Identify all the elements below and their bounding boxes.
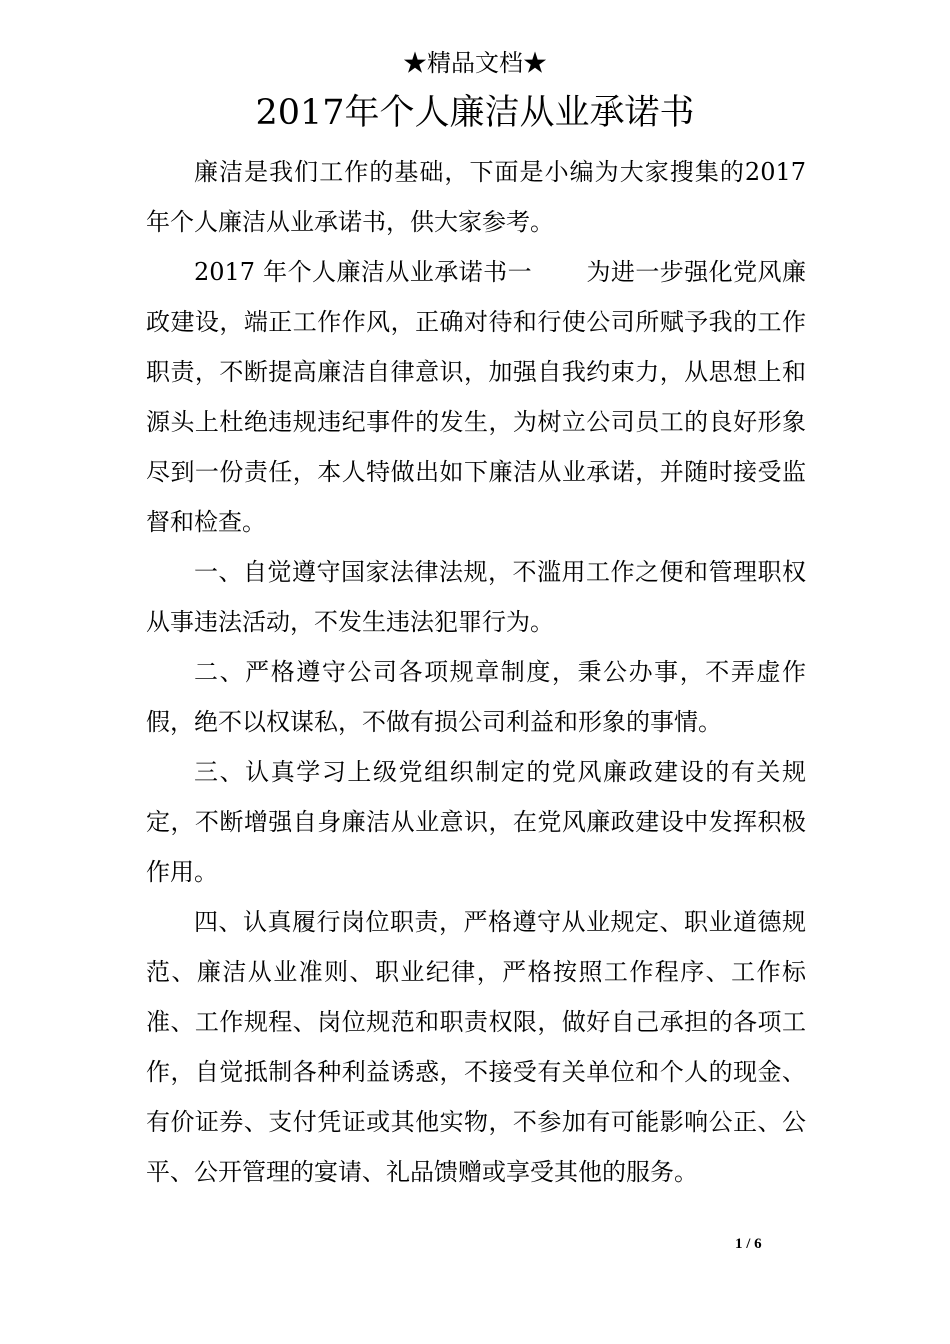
- paragraph-intro: 廉洁是我们工作的基础，下面是小编为大家搜集的2017年个人廉洁从业承诺书，供大家参考。: [146, 158, 806, 236]
- document-body: [146, 147, 806, 1197]
- document-title: 2017年个人廉洁从业承诺书: [255, 93, 695, 133]
- page-number: 1 / 6: [735, 1236, 762, 1252]
- paragraph-item-1: 一、自觉遵守国家法律法规，不滥用工作之便和管理职权从事违法活动，不发生违法犯罪行为。: [146, 558, 806, 636]
- page-header: ★精品文档★: [403, 49, 547, 77]
- pledge-text: 为进一步强化党风廉政建设，端正工作作风，正确对待和行使公司所赋予我的工作职责，不断提高廉洁自律意识，加强自我约束力，从思想上和源头上杜绝违规违纪事件的发生，为树立公司员工的良好形象尽到一份责任，本人特做出如下廉洁从业承诺，并随时接受监督和检查。: [146, 258, 806, 536]
- paragraph-item-4: 四、认真履行岗位职责，严格遵守从业规定、职业道德规范、廉洁从业准则、职业纪律，严格按照工作程序、工作标准、工作规程、岗位规范和职责权限，做好自己承担的各项工作，自觉抵制各种利益诱惑，不接受有关单位和个人的现金、有价证券、支付凭证或其他实物，不参加有可能影响公正、公平、公开管理的宴请、礼品馈赠或享受其他的服务。: [146, 908, 806, 1186]
- paragraph-item-2: 二、严格遵守公司各项规章制度，秉公办事，不弄虚作假，绝不以权谋私，不做有损公司利益和形象的事情。: [146, 658, 806, 736]
- pledge-heading: 2017 年个人廉洁从业承诺书一: [194, 258, 533, 286]
- paragraph-item-3: 三、认真学习上级党组织制定的党风廉政建设的有关规定，不断增强自身廉洁从业意识，在党风廉政建设中发挥积极作用。: [146, 758, 806, 886]
- paragraph-pledge-one: [146, 247, 806, 547]
